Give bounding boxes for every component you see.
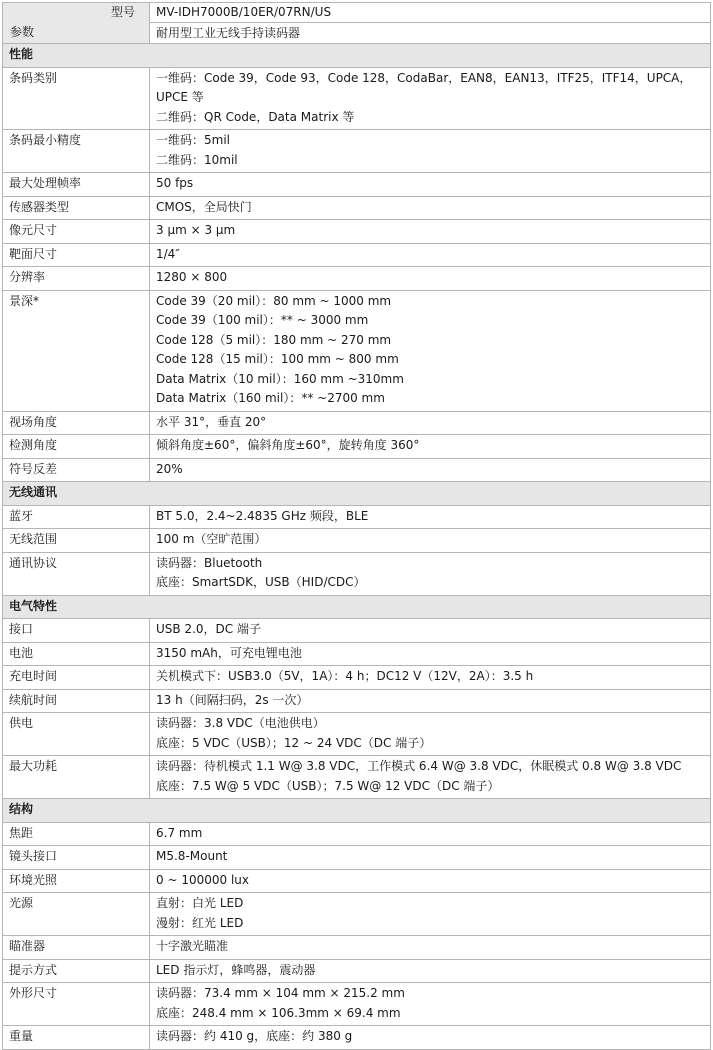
spec-value <box>150 552 711 595</box>
spec-value-line: 读码器：约 410 g，底座：约 380 g <box>156 1029 353 1043</box>
spec-value-line: 100 m（空旷范围） <box>156 532 267 546</box>
spec-row <box>3 505 711 529</box>
spec-row <box>3 869 711 893</box>
spec-value <box>150 756 711 799</box>
spec-value-line: 底座：248.4 mm × 106.3mm × 69.4 mm <box>156 1005 401 1020</box>
spec-label: 焦距 <box>3 822 150 846</box>
spec-value-line: 13 h（间隔扫码，2s 一次） <box>156 692 309 707</box>
spec-value-line: USB 2.0，DC 端子 <box>156 622 261 636</box>
spec-label: 接口 <box>3 619 150 643</box>
spec-value-line: Code 39（20 mil）：80 mm ~ 1000 mm <box>156 293 392 308</box>
spec-label: 重量 <box>3 1026 150 1050</box>
spec-row <box>3 619 711 643</box>
spec-label: 像元尺寸 <box>3 220 150 244</box>
spec-value <box>150 267 711 291</box>
spec-label: 无线范围 <box>3 529 150 553</box>
spec-value <box>150 1026 711 1050</box>
spec-label: 环境光照 <box>3 869 150 893</box>
spec-row <box>3 822 711 846</box>
spec-value-line: Code 39（100 mil）：** ~ 3000 mm <box>156 313 369 327</box>
spec-value-line: 底座：5 VDC（USB）；12 ~ 24 VDC（DC 端子） <box>156 735 432 750</box>
spec-value <box>150 220 711 244</box>
param-label: 参数 <box>10 25 35 39</box>
spec-value <box>150 196 711 220</box>
spec-value-line: 倾斜角度±60°，偏斜角度±60°，旋转角度 360° <box>156 438 420 452</box>
spec-value-line: 直射：白光 LED <box>156 896 244 910</box>
spec-value <box>150 822 711 846</box>
spec-label: 符号反差 <box>3 458 150 482</box>
spec-row <box>3 713 711 756</box>
header-label-cell <box>3 3 150 44</box>
spec-value-line: LED 指示灯，蜂鸣器，震动器 <box>156 962 316 977</box>
spec-label: 传感器类型 <box>3 196 150 220</box>
spec-value <box>150 642 711 666</box>
section-header-row <box>3 482 711 506</box>
spec-table <box>2 2 711 1050</box>
spec-value-line: 水平 31°，垂直 20° <box>156 414 267 429</box>
spec-row <box>3 173 711 197</box>
spec-row <box>3 666 711 690</box>
spec-value-line: 读码器：73.4 mm × 104 mm × 215.2 mm <box>156 986 405 1000</box>
spec-row <box>3 196 711 220</box>
spec-value-line: 底座：SmartSDK，USB（HID/CDC） <box>156 575 366 589</box>
spec-value <box>150 713 711 756</box>
section-title: 性能 <box>3 44 711 68</box>
spec-value <box>150 869 711 893</box>
spec-value-line: 50 fps <box>156 176 194 190</box>
spec-value <box>150 959 711 983</box>
spec-value-line: Code 128（15 mil）：100 mm ~ 800 mm <box>156 352 399 366</box>
spec-value <box>150 243 711 267</box>
spec-label: 电池 <box>3 642 150 666</box>
section-header-row <box>3 595 711 619</box>
spec-value <box>150 505 711 529</box>
model-value: MV-IDH7000B/10ER/07RN/US <box>156 5 332 19</box>
spec-label: 靶面尺寸 <box>3 243 150 267</box>
section-header-row <box>3 799 711 823</box>
spec-value-line: 20% <box>156 461 183 476</box>
spec-row <box>3 689 711 713</box>
section-header-row <box>3 44 711 68</box>
spec-value <box>150 529 711 553</box>
header-row <box>3 3 711 44</box>
spec-row <box>3 458 711 482</box>
spec-row <box>3 267 711 291</box>
spec-row <box>3 243 711 267</box>
spec-value <box>150 846 711 870</box>
spec-value <box>150 458 711 482</box>
spec-value <box>150 619 711 643</box>
spec-value-line: 底座：7.5 W@ 5 VDC（USB）；7.5 W@ 12 VDC（DC 端子） <box>156 778 500 793</box>
spec-row <box>3 642 711 666</box>
model-label: 型号 <box>110 5 135 19</box>
product-name: 耐用型工业无线手持读码器 <box>150 22 710 43</box>
spec-value-line: 读码器：待机模式 1.1 W@ 3.8 VDC，工作模式 6.4 W@ 3.8 VDC，休眠模式 0.8 W@ 3.8 VDC <box>156 759 682 773</box>
spec-value-line: 读码器：3.8 VDC（电池供电） <box>156 716 325 730</box>
spec-value <box>150 689 711 713</box>
spec-value-line: 关机模式下：USB3.0（5V，1A）：4 h；DC12 V（12V，2A）：3.5 h <box>156 669 534 683</box>
spec-row <box>3 893 711 936</box>
spec-value-line: M5.8-Mount <box>156 849 228 863</box>
spec-row <box>3 435 711 459</box>
spec-value-line: 一维码：Code 39，Code 93，Code 128，CodaBar，EAN8，EAN13，ITF25，ITF14，UPCA，UPCE 等 <box>156 70 692 104</box>
spec-table-body <box>3 3 711 1050</box>
spec-value-line: 3 μm × 3 μm <box>156 223 236 237</box>
spec-row <box>3 411 711 435</box>
spec-value <box>150 290 711 411</box>
section-title: 无线通讯 <box>3 482 711 506</box>
spec-value-line: 读码器：Bluetooth <box>156 555 263 570</box>
spec-row <box>3 936 711 960</box>
header-value-cell <box>150 3 711 44</box>
spec-value-line: 漫射：红光 LED <box>156 915 244 930</box>
spec-value <box>150 983 711 1026</box>
spec-label: 最大处理帧率 <box>3 173 150 197</box>
spec-value <box>150 936 711 960</box>
spec-value-line: Data Matrix（160 mil）：** ~2700 mm <box>156 391 385 405</box>
spec-value-line: CMOS，全局快门 <box>156 199 252 214</box>
spec-row <box>3 846 711 870</box>
spec-value-line: 十字激光瞄准 <box>156 939 229 953</box>
spec-value <box>150 893 711 936</box>
spec-label: 通讯协议 <box>3 552 150 595</box>
spec-value-line: Code 128（5 mil）：180 mm ~ 270 mm <box>156 332 392 347</box>
spec-row <box>3 552 711 595</box>
spec-row <box>3 529 711 553</box>
spec-row <box>3 130 711 173</box>
spec-value <box>150 173 711 197</box>
spec-value <box>150 411 711 435</box>
spec-label: 供电 <box>3 713 150 756</box>
spec-row <box>3 959 711 983</box>
section-title: 电气特性 <box>3 595 711 619</box>
spec-row <box>3 983 711 1026</box>
spec-value-line: 0 ~ 100000 lux <box>156 872 249 887</box>
spec-label: 镜头接口 <box>3 846 150 870</box>
spec-label: 瞄准器 <box>3 936 150 960</box>
spec-row <box>3 1026 711 1050</box>
spec-value-line: 6.7 mm <box>156 825 203 840</box>
spec-row <box>3 220 711 244</box>
spec-label: 视场角度 <box>3 411 150 435</box>
spec-label: 蓝牙 <box>3 505 150 529</box>
spec-label: 充电时间 <box>3 666 150 690</box>
spec-value <box>150 67 711 130</box>
spec-label: 检测角度 <box>3 435 150 459</box>
spec-label: 外形尺寸 <box>3 983 150 1026</box>
spec-label: 提示方式 <box>3 959 150 983</box>
spec-value-line: 一维码：5mil <box>156 133 230 147</box>
spec-value <box>150 130 711 173</box>
spec-label: 续航时间 <box>3 689 150 713</box>
section-title: 结构 <box>3 799 711 823</box>
spec-value-line: BT 5.0，2.4~2.4835 GHz 频段，BLE <box>156 508 369 523</box>
spec-value-line: 二维码：10mil <box>156 152 238 167</box>
spec-row <box>3 756 711 799</box>
spec-row <box>3 290 711 411</box>
spec-label: 光源 <box>3 893 150 936</box>
spec-value <box>150 666 711 690</box>
spec-value-line: 1/4″ <box>156 246 180 261</box>
spec-label: 条码最小精度 <box>3 130 150 173</box>
spec-label: 分辨率 <box>3 267 150 291</box>
spec-label: 景深* <box>3 290 150 411</box>
spec-label: 条码类别 <box>3 67 150 130</box>
spec-value-line: Data Matrix（10 mil）：160 mm ~310mm <box>156 371 404 386</box>
spec-value-line: 1280 × 800 <box>156 270 228 284</box>
spec-value-line: 3150 mAh，可充电锂电池 <box>156 645 302 660</box>
spec-row <box>3 67 711 130</box>
spec-value <box>150 435 711 459</box>
spec-label: 最大功耗 <box>3 756 150 799</box>
spec-value-line: 二维码：QR Code，Data Matrix 等 <box>156 109 355 124</box>
